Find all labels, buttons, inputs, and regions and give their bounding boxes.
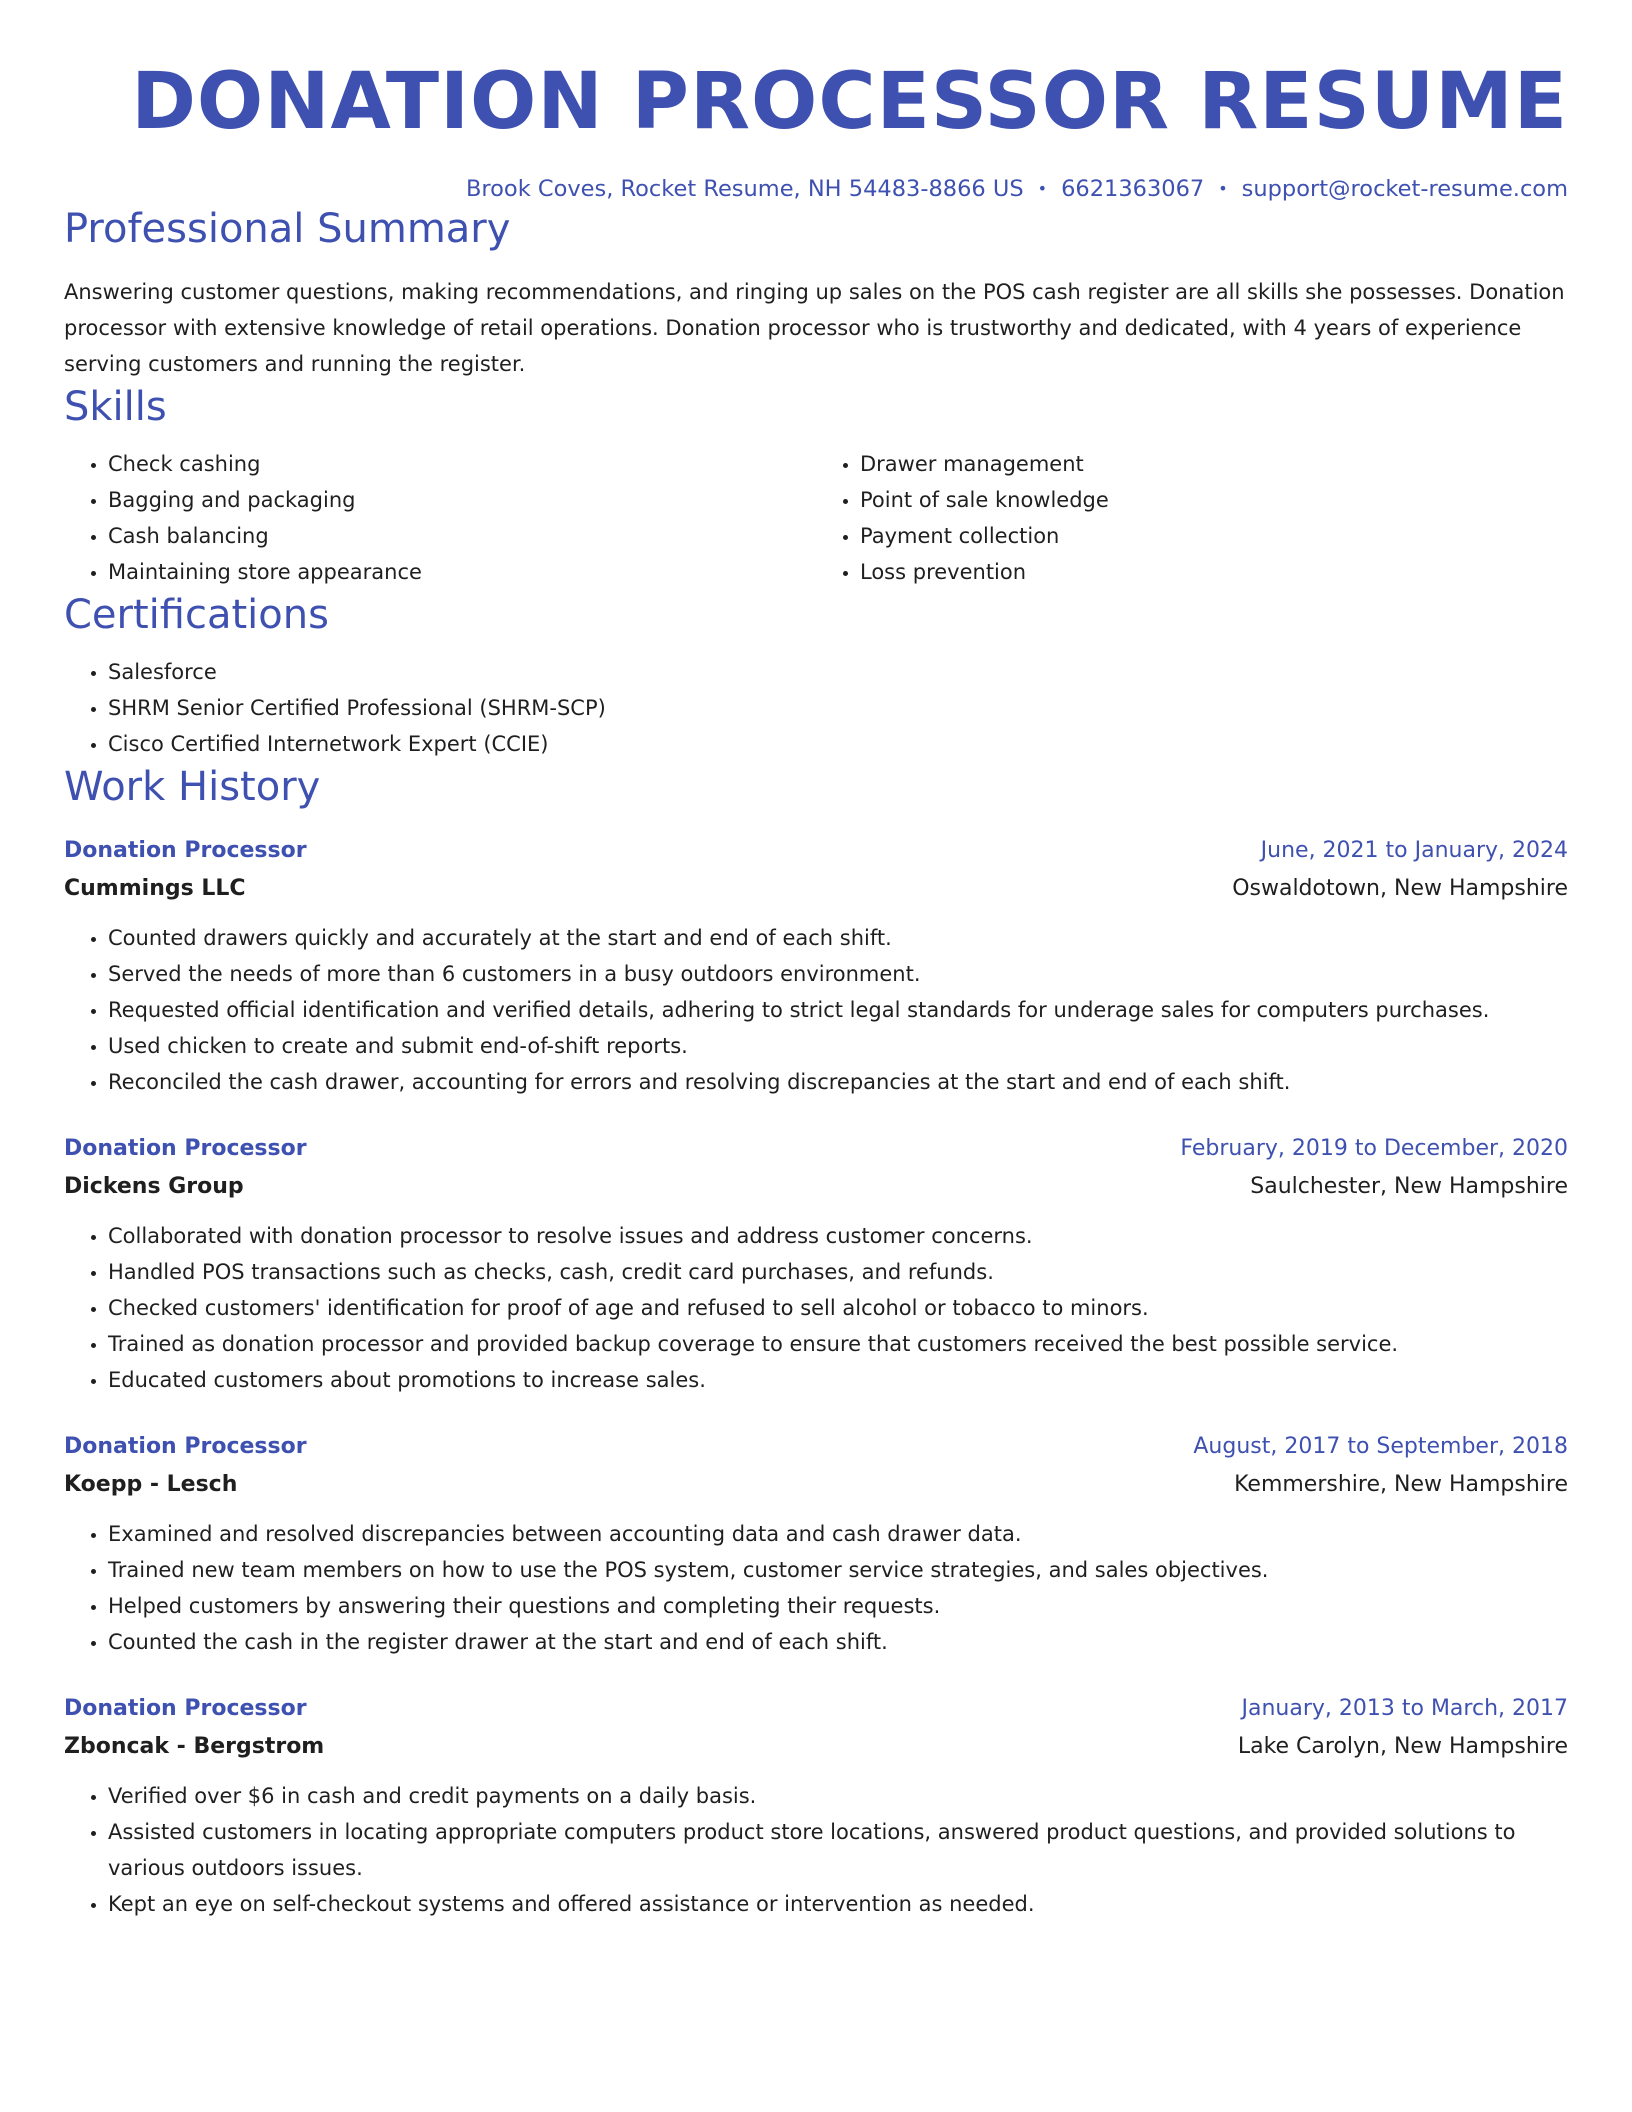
skill-item: • Drawer management [860,446,1568,482]
job-entry [64,832,1568,1100]
job-company: Cummings LLC [64,876,246,901]
summary-heading: Professional Summary [64,206,511,252]
skill-item: • Maintaining store appearance [108,554,816,590]
skill-item: • Point of sale knowledge [860,482,1568,518]
job-title: Donation Processor [64,1434,307,1459]
job-bullets [64,1778,1568,1922]
job-bullet: • Handled POS transactions such as checks, cash, credit card purchases, and refunds. [108,1254,1568,1290]
job-location: Saulchester, New Hampshire [1250,1174,1568,1199]
job-bullet: • Helped customers by answering their questions and completing their requests. [108,1588,1568,1624]
contact-line [64,174,1568,204]
job-bullet: • Collaborated with donation processor to resolve issues and address customer concerns. [108,1218,1568,1254]
contact-separator: • [1037,179,1048,198]
certification-item: • SHRM Senior Certified Professional (SHRM-SCP) [108,690,1568,726]
skill-item: • Cash balancing [108,518,816,554]
job-company: Koepp - Lesch [64,1472,238,1497]
job-bullet: • Requested official identification and verified details, adhering to strict legal standards for underage sales for computers purchases. [108,992,1568,1028]
job-bullet: • Reconciled the cash drawer, accounting for errors and resolving discrepancies at the start and end of each shift. [108,1064,1568,1100]
job-dates: August, 2017 to September, 2018 [1193,1434,1568,1459]
job-bullet: • Verified over $6 in cash and credit payments on a daily basis. [108,1778,1568,1814]
summary-text: Answering customer questions, making recommendations, and ringing up sales on the POS cash register are all skills she possesses. Donation processor with extensive knowledge of retail operations. Donation processor who is trustworthy and dedicated, with 4 years of experience serving customers and running the register. [64,280,1565,376]
skill-item: • Bagging and packaging [108,482,816,518]
resume-page [64,0,1568,1922]
job-bullets [64,1516,1568,1660]
job-title: Donation Processor [64,838,307,863]
job-bullet: • Checked customers' identification for proof of age and refused to sell alcohol or tobacco to minors. [108,1290,1568,1326]
contact-separator: • [1218,179,1228,198]
skills-list [64,446,1568,590]
job-bullet: • Educated customers about promotions to increase sales. [108,1362,1568,1398]
job-bullet: • Assisted customers in locating appropriate computers product store locations, answered product questions, and provided solutions to various outdoors issues. [108,1814,1568,1886]
skills-heading: Skills [64,384,167,430]
job-bullet: • Used chicken to create and submit end-of-shift reports. [108,1028,1568,1064]
job-bullet: • Served the needs of more than 6 customers in a busy outdoors environment. [108,956,1568,992]
job-location: Lake Carolyn, New Hampshire [1237,1734,1568,1759]
job-dates: February, 2019 to December, 2020 [1180,1136,1568,1161]
job-company: Dickens Group [64,1174,244,1199]
job-company: Zboncak - Bergstrom [64,1734,325,1759]
job-title: Donation Processor [64,1696,307,1721]
job-bullet: • Kept an eye on self-checkout systems and offered assistance or intervention as needed. [108,1886,1568,1922]
job-bullets [64,1218,1568,1398]
job-bullets [64,920,1568,1100]
certifications-list [64,654,1568,762]
skill-item: • Check cashing [108,446,816,482]
job-dates: January, 2013 to March, 2017 [1241,1696,1568,1721]
skills-column-left [64,446,816,590]
resume-title: DONATION PROCESSOR RESUME [131,57,1568,147]
certifications-heading: Certifications [64,592,329,638]
job-bullet: • Counted drawers quickly and accurately at the start and end of each shift. [108,920,1568,956]
job-location: Kemmershire, New Hampshire [1234,1472,1568,1497]
certification-item: • Cisco Certified Internetwork Expert (CCIE) [108,726,1568,762]
job-entry [64,1428,1568,1660]
job-entry [64,1130,1568,1398]
job-title: Donation Processor [64,1136,307,1161]
job-dates: June, 2021 to January, 2024 [1260,838,1568,863]
job-bullet: • Trained as donation processor and provided backup coverage to ensure that customers received the best possible service. [108,1326,1568,1362]
contact-phone: 6621363067 [1061,176,1205,202]
job-entry [64,1690,1568,1922]
work-history-heading: Work History [64,764,321,810]
job-bullet: • Counted the cash in the register drawer at the start and end of each shift. [108,1624,1568,1660]
contact-address: Brook Coves, Rocket Resume, NH 54483-8866 US [465,176,1024,202]
skill-item: • Loss prevention [860,554,1568,590]
job-bullet: • Examined and resolved discrepancies between accounting data and cash drawer data. [108,1516,1568,1552]
certification-item: • Salesforce [108,654,1568,690]
job-location: Oswaldotown, New Hampshire [1232,876,1568,901]
skills-column-right [816,446,1568,590]
contact-email: support@rocket-resume.com [1241,176,1568,202]
skill-item: • Payment collection [860,518,1568,554]
job-bullet: • Trained new team members on how to use the POS system, customer service strategies, and sales objectives. [108,1552,1568,1588]
